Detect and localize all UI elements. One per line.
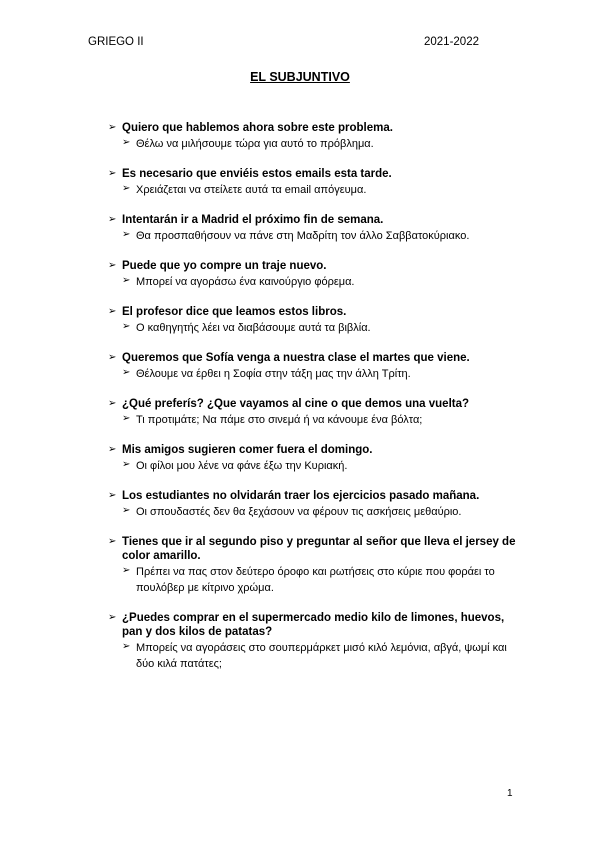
sentence-list: [108, 121, 518, 687]
spanish-sentence: Tienes que ir al segundo piso y preguntar al señor que lleva el jersey de color amarillo.: [122, 536, 516, 562]
spanish-sentence: Intentarán ir a Madrid el próximo fin de semana.: [122, 214, 384, 226]
list-item: [108, 397, 518, 428]
arrow-bullet-icon: ➢: [122, 321, 131, 332]
arrow-bullet-icon: ➢: [108, 168, 117, 179]
spanish-sentence: ¿Puedes comprar en el supermercado medio kilo de limones, huevos, pan y dos kilos de patatas?: [122, 612, 505, 638]
greek-translation: Οι φίλοι μου λένε να φάνε έξω την Κυριακή.: [136, 460, 348, 472]
arrow-bullet-icon: ➢: [122, 413, 131, 424]
arrow-bullet-icon: ➢: [108, 444, 117, 455]
arrow-bullet-icon: ➢: [108, 260, 117, 271]
spanish-sentence: ¿Qué preferís? ¿Que vayamos al cine o que demos una vuelta?: [122, 398, 470, 410]
arrow-bullet-icon: ➢: [108, 306, 117, 317]
arrow-bullet-icon: ➢: [122, 505, 131, 516]
arrow-bullet-icon: ➢: [108, 352, 117, 363]
arrow-bullet-icon: ➢: [108, 214, 117, 225]
greek-translation: Θα προσπαθήσουν να πάνε στη Μαδρίτη τον άλλο Σαββατοκύριακο.: [136, 230, 470, 242]
arrow-bullet-icon: ➢: [108, 122, 117, 133]
list-item: [108, 351, 518, 382]
arrow-bullet-icon: ➢: [108, 398, 117, 409]
greek-translation: Ο καθηγητής λέει να διαβάσουμε αυτά τα βιβλία.: [136, 322, 371, 334]
arrow-bullet-icon: ➢: [108, 612, 117, 623]
spanish-sentence: El profesor dice que leamos estos libros.: [122, 306, 347, 318]
greek-translation: Χρειάζεται να στείλετε αυτά τα email απόγευμα.: [136, 184, 367, 196]
greek-translation: Θέλω να μιλήσουμε τώρα για αυτό το πρόβλημα.: [136, 138, 374, 150]
list-item: [108, 443, 518, 474]
greek-translation: Μπορεί να αγοράσω ένα καινούργιο φόρεμα.: [136, 276, 355, 288]
list-item: [108, 305, 518, 336]
greek-translation: Μπορείς να αγοράσεις στο σουπερμάρκετ μισό κιλό λεμόνια, αβγά, ψωμί και δύο κιλά πατάτες;: [136, 642, 507, 670]
arrow-bullet-icon: ➢: [122, 367, 131, 378]
spanish-sentence: Los estudiantes no olvidarán traer los ejercicios pasado mañana.: [122, 490, 480, 502]
page-number: 1: [507, 788, 513, 799]
header-year: 2021-2022: [424, 36, 479, 48]
arrow-bullet-icon: ➢: [108, 536, 117, 547]
list-item: [108, 167, 518, 198]
header-course: GRIEGO II: [88, 36, 144, 48]
arrow-bullet-icon: ➢: [122, 641, 131, 652]
list-item: [108, 611, 518, 672]
spanish-sentence: Queremos que Sofía venga a nuestra clase el martes que viene.: [122, 352, 470, 364]
list-item: [108, 259, 518, 290]
greek-translation: Οι σπουδαστές δεν θα ξεχάσουν να φέρουν τις ασκήσεις μεθαύριο.: [136, 506, 462, 518]
page-title: EL SUBJUNTIVO: [250, 70, 350, 84]
spanish-sentence: Mis amigos sugieren comer fuera el domingo.: [122, 444, 373, 456]
list-item: [108, 213, 518, 244]
greek-translation: Πρέπει να πας στον δεύτερο όροφο και ρωτήσεις στο κύριε που φοράει το πουλόβερ με κίτρινο χρώμα.: [136, 566, 495, 594]
arrow-bullet-icon: ➢: [122, 229, 131, 240]
spanish-sentence: Es necesario que enviéis estos emails esta tarde.: [122, 168, 392, 180]
arrow-bullet-icon: ➢: [122, 137, 131, 148]
list-item: [108, 121, 518, 152]
arrow-bullet-icon: ➢: [122, 275, 131, 286]
arrow-bullet-icon: ➢: [122, 459, 131, 470]
list-item: [108, 535, 518, 596]
arrow-bullet-icon: ➢: [108, 490, 117, 501]
greek-translation: Θέλουμε να έρθει η Σοφία στην τάξη μας την άλλη Τρίτη.: [136, 368, 411, 380]
arrow-bullet-icon: ➢: [122, 183, 131, 194]
greek-translation: Τι προτιμάτε; Να πάμε στο σινεμά ή να κάνουμε ένα βόλτα;: [136, 414, 423, 426]
spanish-sentence: Puede que yo compre un traje nuevo.: [122, 260, 327, 272]
list-item: [108, 489, 518, 520]
spanish-sentence: Quiero que hablemos ahora sobre este problema.: [122, 122, 393, 134]
arrow-bullet-icon: ➢: [122, 565, 131, 576]
